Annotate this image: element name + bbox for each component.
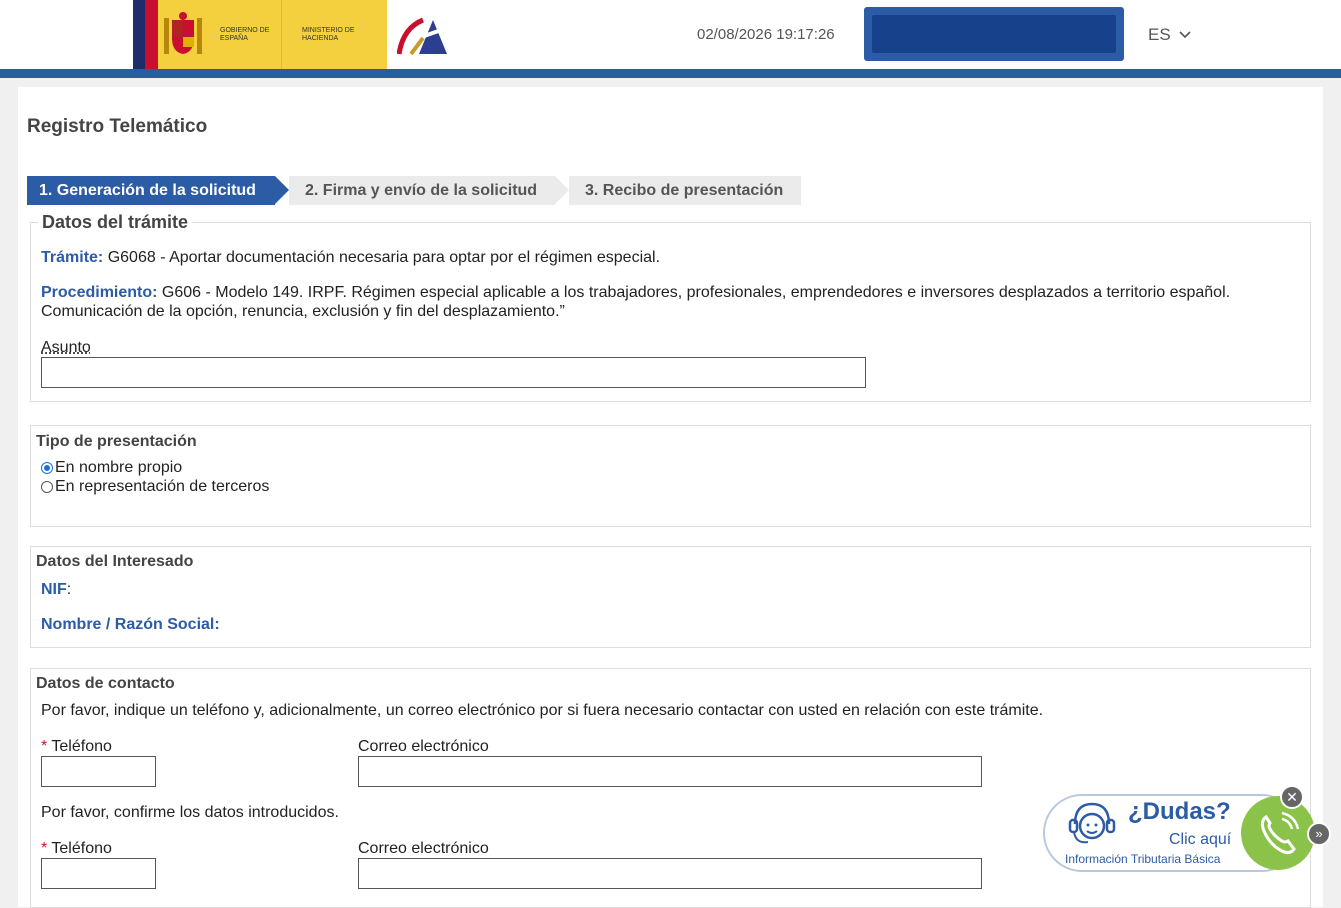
expand-arrow-icon[interactable]: »: [1307, 822, 1331, 846]
radio-nombre-propio[interactable]: [41, 459, 182, 477]
wizard-steps: [27, 176, 802, 205]
flag-icon: [133, 0, 158, 69]
phone-icon[interactable]: [1241, 796, 1315, 870]
support-agent-icon: [1063, 800, 1121, 855]
language-label: ES: [1148, 25, 1171, 44]
datos-tramite-legend: Datos del trámite: [42, 212, 189, 232]
asunto-label: Asunto: [41, 339, 91, 356]
nif-colon: :: [66, 581, 72, 598]
help-info-text: Información Tributaria Básica: [1065, 852, 1221, 866]
telefono-input[interactable]: [41, 756, 156, 787]
datos-contacto-title: Datos de contacto: [36, 675, 175, 692]
close-icon[interactable]: ✕: [1280, 785, 1304, 809]
help-title: ¿Dudas?: [1128, 798, 1231, 825]
correo-label: Correo electrónico: [358, 738, 489, 755]
chevron-down-icon: [1179, 31, 1191, 39]
datos-interesado-title: Datos del Interesado: [36, 553, 194, 570]
telefono-label-text: Teléfono: [51, 738, 112, 755]
required-mark: *: [41, 738, 48, 755]
gobierno-text: GOBIERNO DE ESPAÑA: [220, 27, 270, 42]
telefono-label: [41, 738, 112, 756]
correo-confirm-input[interactable]: [358, 858, 982, 889]
nombre-razon-social-label: Nombre / Razón Social:: [41, 616, 220, 633]
tipo-presentacion-title: Tipo de presentación: [36, 433, 197, 450]
ministerio-text: MINISTERIO DE HACIENDA: [302, 27, 355, 42]
step-arrow: [275, 176, 289, 204]
telefono-confirm-label-text: Teléfono: [51, 840, 112, 857]
help-click-link[interactable]: Clic aquí: [1169, 831, 1232, 848]
tramite-label: Trámite:: [41, 249, 104, 266]
radio-representacion[interactable]: [41, 478, 269, 496]
procedimiento-value-continued: Comunicación de la opción, renuncia, exclusión y fin del desplazamiento.”: [41, 303, 565, 320]
tramite-line: [41, 249, 660, 267]
procedimiento-value: G606 - Modelo 149. IRPF. Régimen especial aplicable a los trabajadores, profesionales, emprendedores e inversores desplazados a territorio español.: [161, 284, 1231, 301]
language-selector[interactable]: [1148, 25, 1191, 45]
radio-label: En representación de terceros: [55, 478, 270, 495]
correo-confirm-label: Correo electrónico: [358, 840, 489, 857]
user-info-box[interactable]: [864, 7, 1124, 61]
gobierno-logo: [133, 0, 387, 69]
nif-line: [41, 581, 71, 599]
step-generacion: 1. Generación de la solicitud: [27, 176, 275, 205]
page-title: Registro Telemático: [27, 116, 208, 137]
procedimiento-label: Procedimiento:: [41, 284, 158, 301]
radio-button[interactable]: [41, 481, 53, 493]
step-recibo: 3. Recibo de presentación: [569, 176, 801, 205]
step-firma: 2. Firma y envío de la solicitud: [289, 176, 555, 205]
confirm-text: Por favor, confirme los datos introducidos.: [41, 804, 339, 821]
contacto-intro: Por favor, indique un teléfono y, adicionalmente, un correo electrónico por si fuera necesario contactar con usted en relación con este trámite.: [41, 702, 1044, 719]
coat-of-arms-icon: [158, 0, 208, 69]
nif-label: NIF: [41, 581, 67, 598]
radio-button[interactable]: [41, 462, 53, 474]
tramite-value: G6068 - Aportar documentación necesaria para optar por el régimen especial.: [107, 249, 661, 266]
telefono-confirm-label: [41, 840, 112, 858]
procedimiento-line: [41, 284, 1230, 302]
asunto-input[interactable]: [41, 357, 866, 388]
radio-label: En nombre propio: [55, 459, 183, 476]
step-arrow: [555, 176, 569, 204]
telefono-confirm-input[interactable]: [41, 858, 156, 889]
agencia-tributaria-logo[interactable]: [397, 14, 449, 63]
datetime-display: 02/08/2026 19:17:26: [697, 26, 835, 43]
correo-input[interactable]: [358, 756, 982, 787]
datos-interesado-section: [30, 546, 1311, 648]
tipo-presentacion-section: [30, 425, 1311, 527]
header-divider: [0, 69, 1341, 78]
required-mark: *: [41, 840, 48, 857]
